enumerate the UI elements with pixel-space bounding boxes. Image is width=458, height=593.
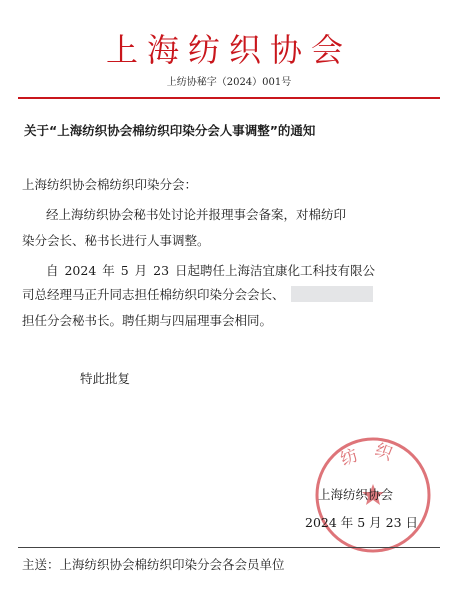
cc-recipients: 主送：上海纺织协会棉纺织印染分会各会员单位 — [22, 557, 285, 572]
footer-rule — [18, 547, 440, 548]
paragraph-2-line-2 — [22, 286, 373, 304]
paragraph-1-line-1: 经上海纺织协会秘书处讨论并报理事会备案，对棉纺印 — [46, 207, 347, 222]
salutation: 上海纺织协会棉纺织印染分会： — [22, 177, 198, 192]
header-red-rule — [18, 97, 440, 99]
redacted-name-block — [291, 286, 373, 302]
seal-text: 纺织 — [337, 440, 409, 471]
signature-org: 上海纺织协会 — [318, 487, 394, 502]
paragraph-1-line-2: 染分会长、秘书长进行人事调整。 — [22, 233, 210, 248]
paragraph-2-line-2-text: 司总经理马正升同志担任棉纺织印染分会会长、 — [22, 287, 285, 302]
paragraph-2-line-1: 自 2024 年 5 月 23 日起聘任上海洁宜康化工科技有限公 — [46, 263, 376, 278]
approval-phrase: 特此批复 — [80, 371, 131, 386]
document-number: 上纺协秘字（2024）001号 — [166, 77, 292, 88]
signature-date: 2024 年 5 月 23 日 — [305, 515, 419, 530]
org-letterhead-title: 上海纺织协会 — [105, 31, 352, 69]
notice-subject: 关于“上海纺织协会棉纺织印染分会人事调整”的通知 — [24, 123, 316, 138]
paragraph-2-line-3: 担任分会秘书长。聘任期与四届理事会相同。 — [22, 313, 273, 328]
